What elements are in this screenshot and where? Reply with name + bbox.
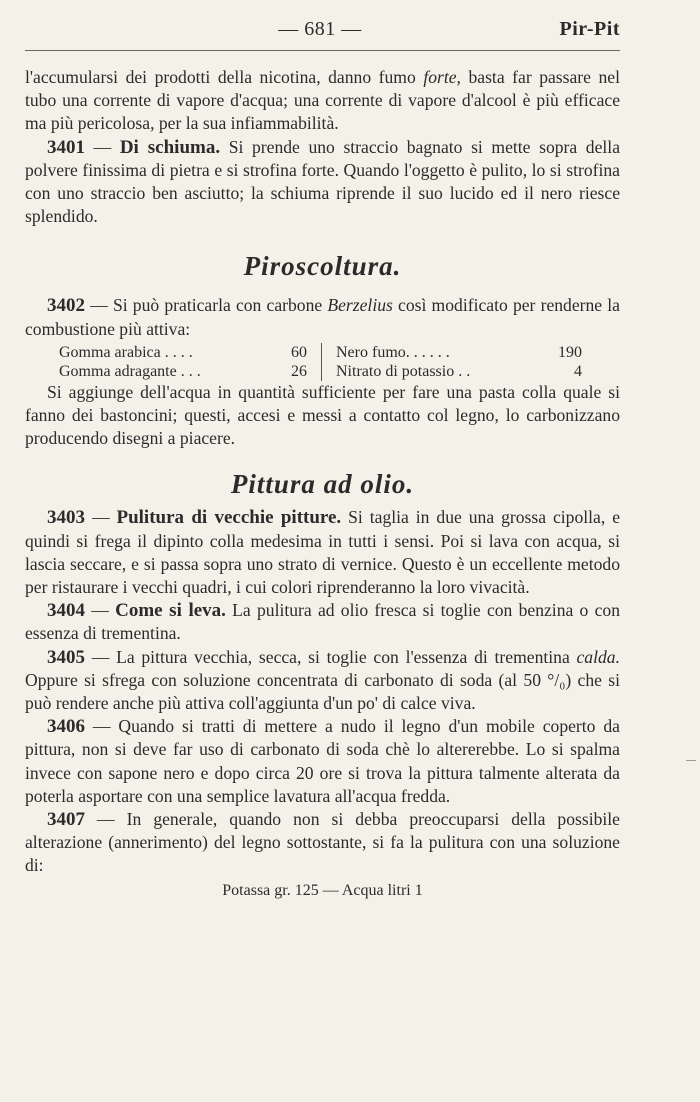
running-head: Pir-Pit <box>559 18 620 40</box>
ingredient-label: Gomma adragante . . . <box>59 362 205 380</box>
entry-text: così modificato per renderne la combustione più attiva: <box>25 295 620 339</box>
ingredient-amount: 4 <box>574 362 582 380</box>
entry-number: 3402 <box>47 295 85 317</box>
ingredient-amount: 60 <box>291 343 307 361</box>
dash: — <box>85 600 116 621</box>
page-number: — 681 — <box>278 18 362 40</box>
entry-3407 <box>25 808 620 878</box>
entry-text: — La pittura vecchia, secca, si toglie con l'essenza di trementina <box>85 646 577 667</box>
dash: — <box>85 507 117 528</box>
recipe-table <box>59 343 619 381</box>
entry-text: Oppure si sfrega con soluzione concentrata di carbonato di soda (al 50 °/₀) che si può rendere anche più attiva coll'aggiunta d'un po' di calce viva. <box>25 669 620 714</box>
entry-heading: Pulitura di vecchie pitture. <box>116 507 342 529</box>
text-run: basta far passare nel tubo una corrente di vapore d'acqua; una corrente di vapore d'alcool è più efficace ma più pericolosa, per la sua infiammabilità. <box>25 67 620 134</box>
entry-number: 3401 <box>47 136 85 158</box>
entry-number: 3403 <box>47 507 85 529</box>
recipe-column-right <box>322 343 582 381</box>
section-title-pittura-ad-olio: Pittura ad olio. <box>230 469 415 500</box>
recipe-row <box>336 343 582 362</box>
emphasis: calda. <box>576 646 620 667</box>
entry-3401 <box>25 136 620 229</box>
emphasis: forte, <box>423 67 461 87</box>
ingredient-amount: 190 <box>558 343 582 361</box>
entry-text: Si prende uno straccio bagnato si mette sopra della polvere finissima di pietra e si strofina forte. Quando l'oggetto è pulito, lo si strofina con uno straccio ben asciutto; la schiuma riprende il suo lucido ed il nero riesce splendido. <box>25 136 620 227</box>
ingredient-label: Nero fumo. . . . . . <box>336 343 454 361</box>
paragraph-after-recipe: Si aggiunge dell'acqua in quantità sufficiente per fare una pasta colla quale si fanno dei bastoncini; questi, accesi e messi a contatto col legno, lo carbonizzano producendo disegni a piacere. <box>25 381 620 449</box>
header-rule <box>25 50 620 51</box>
ingredient-label: Nitrato di potassio . . <box>336 362 475 380</box>
recipe-row <box>59 343 307 362</box>
dash: — <box>85 136 120 157</box>
entry-text: Si taglia in due una grossa cipolla, e quindi si frega il dipinto colla medesima in tutti i sensi. Poi si lava con acqua, si lascia seccare, e si passa sopra uno strato di vernice. Questo è un eccellente metodo per ristaurare i vecchi quadri, i cui colori riprenderanno la loro vivacità. <box>25 507 621 598</box>
ingredient-amount: 26 <box>291 362 307 380</box>
section-title-piroscoltura: Piroscoltura. <box>243 251 402 282</box>
page-body <box>25 66 620 902</box>
entry-text: La pulitura ad olio fresca si toglie con benzina o con essenza di trementina. <box>25 600 620 644</box>
entry-3402 <box>25 294 620 340</box>
entry-3403 <box>25 506 620 599</box>
emphasis: Berzelius <box>327 295 393 316</box>
entry-number: 3405 <box>47 646 85 668</box>
page-header <box>0 16 700 46</box>
entry-heading: Come si leva. <box>115 600 226 622</box>
entry-text: — In generale, quando non si debba preoccuparsi della possibile alterazione (annerimento) del legno sottostante, si fa la pulitura con una soluzione di: <box>25 809 620 876</box>
recipe-row <box>59 362 307 381</box>
entry-number: 3404 <box>47 600 85 622</box>
entry-number: 3407 <box>47 809 85 831</box>
entry-heading: Di schiuma. <box>119 136 221 158</box>
text-run: l'accumularsi dei prodotti della nicotina, danno fumo <box>25 67 424 87</box>
recipe-column-left <box>59 343 322 381</box>
ingredient-label: Gomma arabica . . . . <box>59 343 197 361</box>
entry-3405 <box>25 646 620 716</box>
entry-text: — Si può praticarla con carbone <box>85 295 328 316</box>
formula-line: Potassa gr. 125 — Acqua litri 1 <box>222 881 423 899</box>
entry-3404 <box>25 599 620 645</box>
recipe-row <box>336 362 582 381</box>
entry-number: 3406 <box>47 716 85 738</box>
entry-3406 <box>25 715 620 808</box>
margin-mark <box>686 760 696 761</box>
entry-text: — Quando si tratti di mettere a nudo il legno d'un mobile coperto da pittura, non si deve far uso di carbonato di soda chè lo altererebbe. Lo si spalma invece con sapone nero e dopo circa 20 ore si trova la pittura talmente alterata da poterla asportare con una semplice lavatura all'acqua fredda. <box>25 716 620 806</box>
paragraph-intro <box>25 66 620 136</box>
